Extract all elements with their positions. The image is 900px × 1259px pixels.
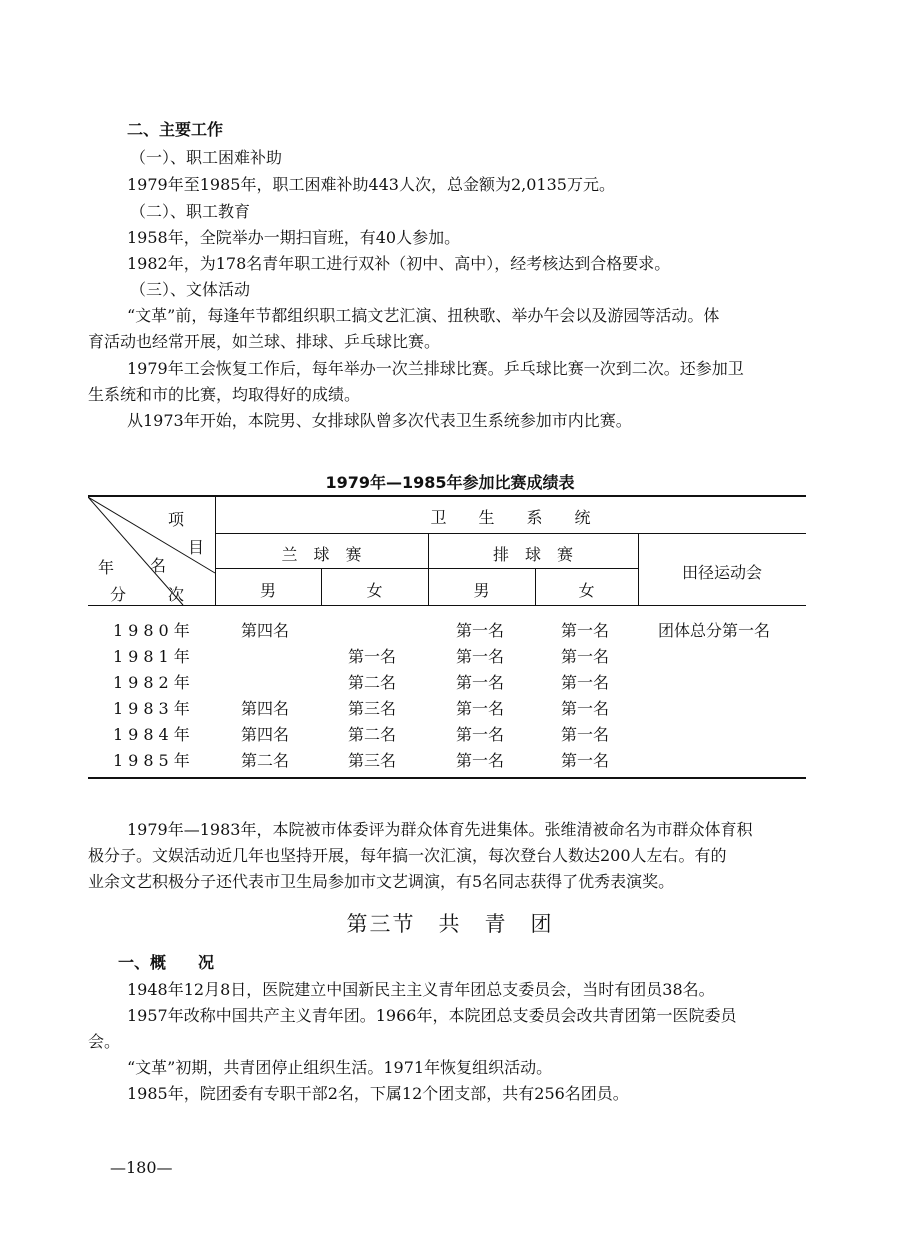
row-year: 1981年 [113, 647, 195, 666]
paragraph: “文革”初期，共青团停止组织生活。1971年恢复组织活动。 [127, 1058, 553, 1077]
paragraph-cont: 育活动也经常开展，如兰球、排球、乒乓球比赛。 [88, 332, 441, 351]
header-tianjing: 田径运动会 [681, 563, 762, 582]
header-group: 卫 生 系 统 [430, 508, 591, 527]
paragraph-cont: 生系统和市的比赛，均取得好的成绩。 [88, 385, 361, 404]
paragraph: 从1973年开始，本院男、女排球队曾多次代表卫生系统参加市内比赛。 [127, 411, 632, 430]
paragraph: 1979年至1985年，职工困难补助443人次，总金额为2,0135万元。 [127, 175, 615, 194]
cell-lan-male: 第四名 [241, 725, 290, 744]
cell-pai-female: 第一名 [561, 725, 610, 744]
cell-pai-female: 第一名 [561, 621, 610, 640]
paragraph-cont: 极分子。文娱活动近几年也坚持开展，每年搞一次汇演，每次登台人数达200人左右。有的 [88, 846, 727, 865]
cell-pai-male: 第一名 [456, 647, 505, 666]
paragraph: 1985年，院团委有专职干部2名，下属12个团支部，共有256名团员。 [127, 1084, 629, 1103]
cell-lan-female: 第三名 [348, 699, 397, 718]
row-year: 1982年 [113, 673, 195, 692]
corner-label-nian: 年 [98, 558, 115, 577]
paragraph: 1948年12月8日，医院建立中国新民主主义青年团总支委员会，当时有团员38名。 [127, 980, 715, 999]
paragraph: 1979年工会恢复工作后，每年举办一次兰排球比赛。乒乓球比赛一次到二次。还参加卫 [127, 359, 744, 378]
corner-label-xiang: 项 [168, 510, 185, 529]
table-title: 1979年—1985年参加比赛成绩表 [325, 473, 575, 492]
cell-pai-male: 第一名 [456, 673, 505, 692]
cell-pai-female: 第一名 [561, 751, 610, 770]
cell-pai-male: 第一名 [456, 699, 505, 718]
cell-lan-male: 第四名 [241, 621, 290, 640]
paragraph: 1958年，全院举办一期扫盲班，有40人参加。 [127, 228, 461, 247]
cell-pai-male: 第一名 [456, 725, 505, 744]
paragraph: 1982年，为178名青年职工进行双补（初中、高中），经考核达到合格要求。 [127, 254, 671, 273]
paragraph-cont: 会。 [88, 1032, 121, 1051]
cell-lan-female: 第一名 [348, 647, 397, 666]
subheading-3: （三）、文体活动 [130, 280, 251, 299]
section-title: 第三节 共 青 团 [346, 912, 554, 936]
header-lanqiu: 兰 球 赛 [281, 545, 362, 564]
header-pai-female: 女 [578, 581, 595, 600]
cell-lan-female: 第二名 [348, 725, 397, 744]
section-heading: 二、主要工作 [127, 120, 224, 139]
paragraph: 1979年—1983年，本院被市体委评为群众体育先进集体。张维清被命名为市群众体育积 [127, 820, 753, 839]
cell-pai-male: 第一名 [456, 751, 505, 770]
cell-tianjing: 团体总分第一名 [658, 621, 771, 640]
corner-label-ci: 次 [168, 585, 185, 604]
results-table [88, 495, 806, 780]
row-year: 1983年 [113, 699, 195, 718]
subheading-1: （一）、职工困难补助 [130, 148, 283, 167]
header-lan-male: 男 [259, 581, 276, 600]
corner-label-fen: 分 [110, 585, 127, 604]
cell-lan-female: 第二名 [348, 673, 397, 692]
row-year: 1980年 [113, 621, 195, 640]
cell-pai-female: 第一名 [561, 647, 610, 666]
corner-label-mu: 目 [188, 538, 205, 557]
cell-lan-male: 第二名 [241, 751, 290, 770]
paragraph-cont: 业余文艺积极分子还代表市卫生局参加市文艺调演，有5名同志获得了优秀表演奖。 [88, 872, 675, 891]
page-number: —180— [110, 1158, 173, 1177]
header-lan-female: 女 [366, 581, 383, 600]
header-pai-male: 男 [473, 581, 490, 600]
section-heading: 一、概 况 [118, 953, 215, 972]
cell-pai-female: 第一名 [561, 699, 610, 718]
row-year: 1985年 [113, 751, 195, 770]
cell-pai-female: 第一名 [561, 673, 610, 692]
cell-lan-male: 第四名 [241, 699, 290, 718]
paragraph: “文革”前，每逢年节都组织职工搞文艺汇演、扭秧歌、举办午会以及游园等活动。体 [127, 306, 720, 325]
cell-pai-male: 第一名 [456, 621, 505, 640]
subheading-2: （二）、职工教育 [130, 202, 251, 221]
corner-label-ming: 名 [150, 556, 167, 575]
cell-lan-female: 第三名 [348, 751, 397, 770]
paragraph: 1957年改称中国共产主义青年团。1966年，本院团总支委员会改共青团第一医院委员 [127, 1006, 737, 1025]
row-year: 1984年 [113, 725, 195, 744]
header-paiqiu: 排 球 赛 [492, 545, 573, 564]
